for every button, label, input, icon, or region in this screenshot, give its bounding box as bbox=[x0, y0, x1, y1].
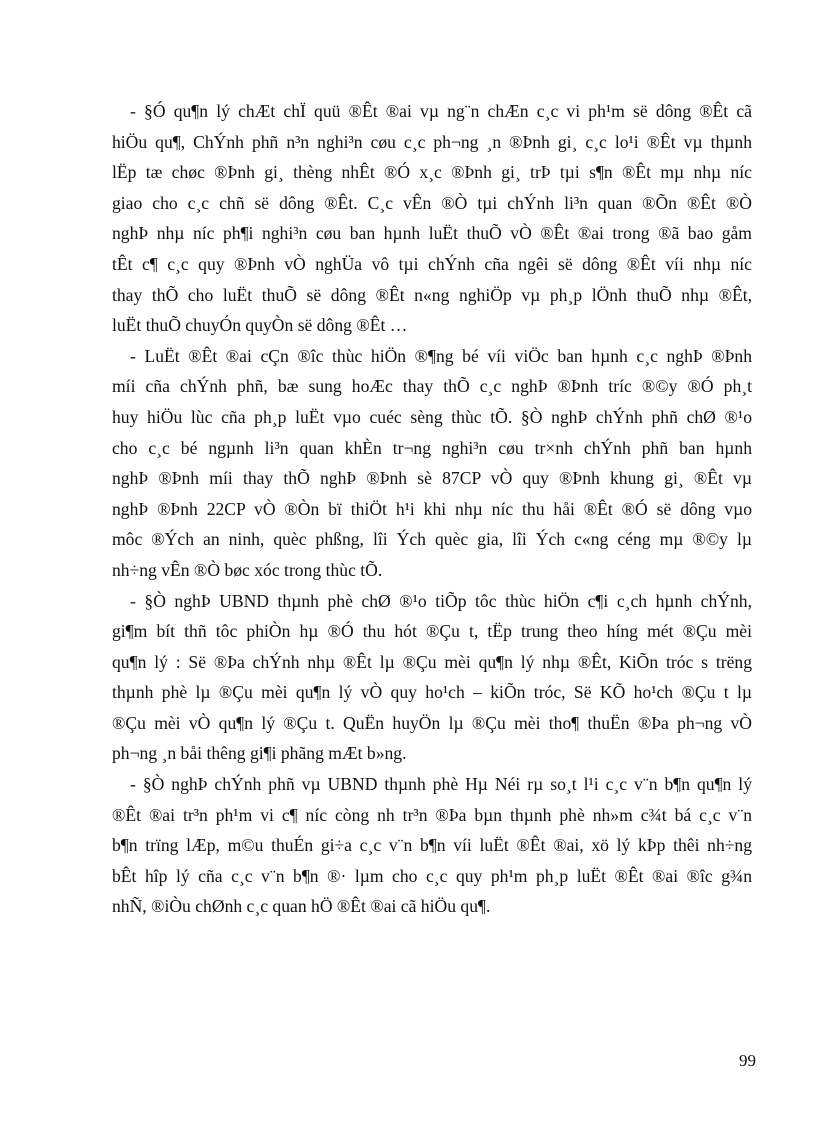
text-line: - §Ò nghÞ UBND thµnh phè chØ ®¹o tiÕp tôc thùc hiÖn c¶i c¸ch hµnh chÝnh, bbox=[130, 590, 752, 611]
text-line: thµnh phè lµ ®Çu mèi qu¶n lý vÒ quy ho¹ch – kiÕn tróc, Së KÕ ho¹ch ®Çu t lµ bbox=[112, 682, 752, 703]
text-line: ®Êt ®ai tr³n ph¹m vi c¶ níc còng nh tr³n ®Þa bµn thµnh phè nh»m c¾t bá c¸c v¨n bbox=[112, 804, 752, 825]
text-line: lËp tæ chøc ®Þnh gi¸ thèng nhÊt ®Ó x¸c ®Þnh gi¸ trÞ tµi s¶n ®Êt mµ nhµ níc bbox=[112, 162, 752, 183]
text-line: nghÞ ®Þnh 22CP vÒ ®Òn bï thiÖt h¹i khi nhµ níc thu håi ®Êt ®Ó së dông vµo bbox=[112, 498, 752, 519]
text-line: - §Ó qu¶n lý chÆt chÏ quü ®Êt ®ai vµ ng¨n chÆn c¸c vi ph¹m së dông ®Êt cã bbox=[130, 101, 752, 121]
text-line: qu¶n lý : Së ®Þa chÝnh nhµ ®Êt lµ ®Çu mèi qu¶n lý nhµ ®Êt, KiÕn tróc s trëng bbox=[112, 651, 752, 672]
text-line: - §Ò nghÞ chÝnh phñ vµ UBND thµnh phè Hµ Néi rµ so¸t l¹i c¸c v¨n b¶n qu¶n lý bbox=[130, 774, 752, 795]
text-line: nh÷ng vÊn ®Ò bøc xóc trong thùc tÕ. bbox=[112, 559, 383, 580]
body-text bbox=[112, 96, 752, 922]
text-line: nghÞ nhµ níc ph¶i nghi³n cøu ban hµnh luËt thuÕ vÒ ®Êt ®ai trong ®ã bao gåm bbox=[112, 223, 752, 244]
paragraph-1 bbox=[112, 96, 752, 341]
paragraph-3 bbox=[112, 586, 752, 770]
text-line: b¶n trïng lÆp, m©u thuÉn gi÷a c¸c v¨n b¶n víi luËt ®Êt ®ai, xö lý kÞp thêi nh÷ng bbox=[112, 835, 752, 856]
text-line: bÊt hîp lý cña c¸c v¨n b¶n ®· lµm cho c¸c quy ph¹m ph¸p luËt ®Êt ®ai ®îc g¾n bbox=[112, 865, 752, 886]
text-line: - LuËt ®Êt ®ai cÇn ®îc thùc hiÖn ®¶ng bé víi viÖc ban hµnh c¸c nghÞ ®Þnh bbox=[130, 345, 752, 366]
text-line: ®Çu mèi vÒ qu¶n lý ®Çu t. QuËn huyÖn lµ ®Çu mèi tho¶ thuËn ®Þa ph¬ng vÒ bbox=[112, 712, 752, 733]
text-line: cho c¸c bé ngµnh li³n quan khÈn tr¬ng nghi³n cøu tr×nh chÝnh phñ ban hµnh bbox=[112, 437, 752, 458]
page-number: 99 bbox=[739, 1051, 756, 1070]
text-line: míi cña chÝnh phñ, bæ sung hoÆc thay thÕ c¸c nghÞ ®Þnh tríc ®©y ®Ó ph¸t bbox=[112, 376, 752, 397]
text-line: tÊt c¶ c¸c quy ®Þnh vÒ nghÜa vô tµi chÝnh cña ngêi së dông ®Êt víi nhµ níc bbox=[112, 253, 752, 274]
text-line: nghÞ ®Þnh míi thay thÕ nghÞ ®Þnh sè 87CP vÒ quy ®Þnh khung gi¸ ®Êt vµ bbox=[112, 468, 752, 489]
text-line: thay thÕ cho luËt thuÕ së dông ®Êt n«ng nghiÖp vµ ph¸p lÖnh thuÕ nhµ ®Êt, bbox=[112, 284, 752, 305]
paragraph-4 bbox=[112, 769, 752, 922]
text-line: huy hiÖu lùc cña ph¸p luËt vµo cuéc sèng thùc tÕ. §Ò nghÞ chÝnh phñ chØ ®¹o bbox=[112, 406, 752, 427]
text-line: giao cho c¸c chñ së dông ®Êt. C¸c vÊn ®Ò tµi chÝnh li³n quan ®Õn ®Êt ®Ò bbox=[112, 192, 752, 213]
text-line: gi¶m bít thñ tôc phiÒn hµ ®Ó thu hót ®Çu t, tËp trung theo híng mét ®Çu mèi bbox=[112, 621, 752, 642]
text-line: hiÖu qu¶, ChÝnh phñ n³n nghi³n cøu c¸c ph¬ng ¸n ®Þnh gi¸ c¸c lo¹i ®Êt vµ thµnh bbox=[112, 131, 752, 152]
text-line: luËt thuÕ chuyÓn quyÒn së dông ®Êt … bbox=[112, 315, 408, 336]
text-line: môc ®Ých an ninh, quèc phßng, lîi Ých quèc gia, lîi Ých c«ng céng mµ ®©y lµ bbox=[112, 529, 752, 550]
text-line: nhÑ, ®iÒu chØnh c¸c quan hÖ ®Êt ®ai cã hiÖu qu¶. bbox=[112, 896, 491, 917]
paragraph-2 bbox=[112, 341, 752, 586]
text-line: ph¬ng ¸n båi thêng gi¶i phãng mÆt b»ng. bbox=[112, 743, 407, 764]
